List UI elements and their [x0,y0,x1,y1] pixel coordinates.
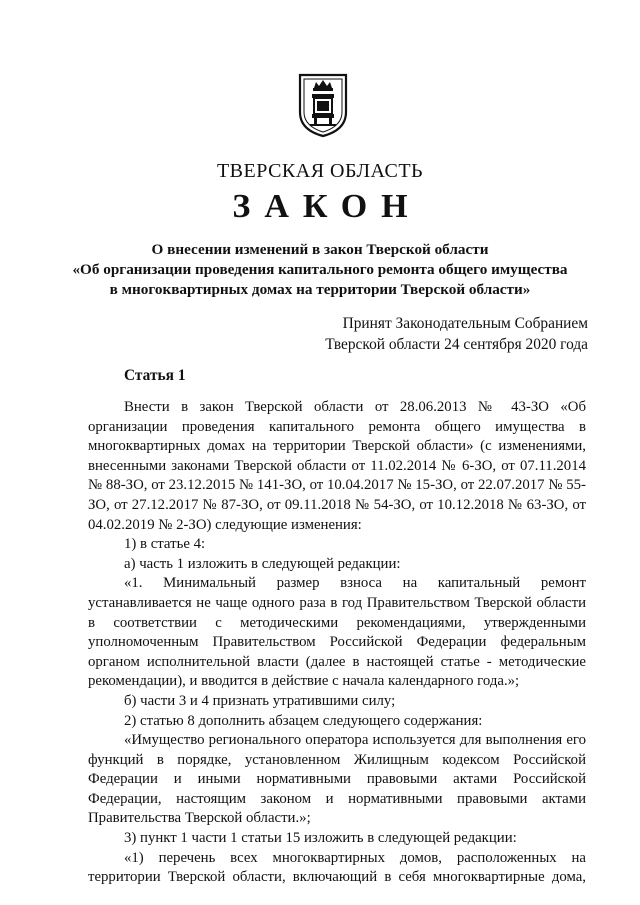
coat-of-arms-icon [297,72,349,138]
paragraph: «1. Минимальный размер взноса на капитальный ремонт устанавливается не чаще одного раза в год Правительством Тверской области в соответствии с методическими рекомендациями, утвержденными уполномоченным Правительством Российской Федерации федеральным органом исполнительной власти (далее в настоящей статье - методические рекомендации), и вводится в действие с начала календарного года.»; [88,575,586,690]
article-heading: Статья 1 [124,367,186,384]
law-title-line: О внесении изменений в закон Тверской области [151,241,489,258]
law-title-line: в многоквартирных домах на территории Тверской области» [109,281,531,298]
law-title-line: «Об организации проведения капитального ремонта общего имущества [72,261,568,278]
law-title [60,240,580,300]
paragraph: 1) в статье 4: [124,536,206,553]
adoption-note-line: Принят Законодательным Собранием [342,315,588,332]
adoption-note-line: Тверской области 24 сентября 2020 года [325,336,588,353]
paragraph: 2) статью 8 дополнить абзацем следующего содержания: [124,712,483,729]
paragraph: 3) пункт 1 части 1 статьи 15 изложить в следующей редакции: [124,830,517,847]
paragraph: «Имущество регионального оператора используется для выполнения его функций в порядке, установленном Жилищным кодексом Российской Федерации и иными нормативными правовыми актами Российской Федерации, настоящим законом и нормативными правовыми актами Правительства Тверской области.»; [88,732,586,827]
paragraph: б) части 3 и 4 признать утратившими силу; [124,692,396,709]
article-body [88,398,586,888]
paragraph: а) часть 1 изложить в следующей редакции: [124,555,401,572]
document-type: ЗАКОН [232,188,422,225]
paragraph: «1) перечень всех многоквартирных домов, расположенных на территории Тверской области, включающий в себя многоквартирные дома, [88,849,586,886]
adoption-note [268,313,588,355]
region-name: ТВЕРСКАЯ ОБЛАСТЬ [216,160,424,182]
paragraph: Внести в закон Тверской области от 28.06.2013 № 43-ЗО «Об организации проведения капитального ремонта общего имущества в многоквартирных домах на территории Тверской области» (с изменениями, внесенными законами Тверской области от 11.02.2014 № 6-ЗО, от 07.11.2014 № 88-ЗО, от 23.12.2015 № 141-ЗО, от 10.04.2017 № 15-ЗО, от 22.07.2017 № 55-ЗО, от 27.12.2017 № 87-ЗО, от 09.11.2018 № 54-ЗО, от 10.12.2018 № 63-ЗО, от 04.02.2019 № 2-ЗО) следующие изменения: [88,399,586,533]
